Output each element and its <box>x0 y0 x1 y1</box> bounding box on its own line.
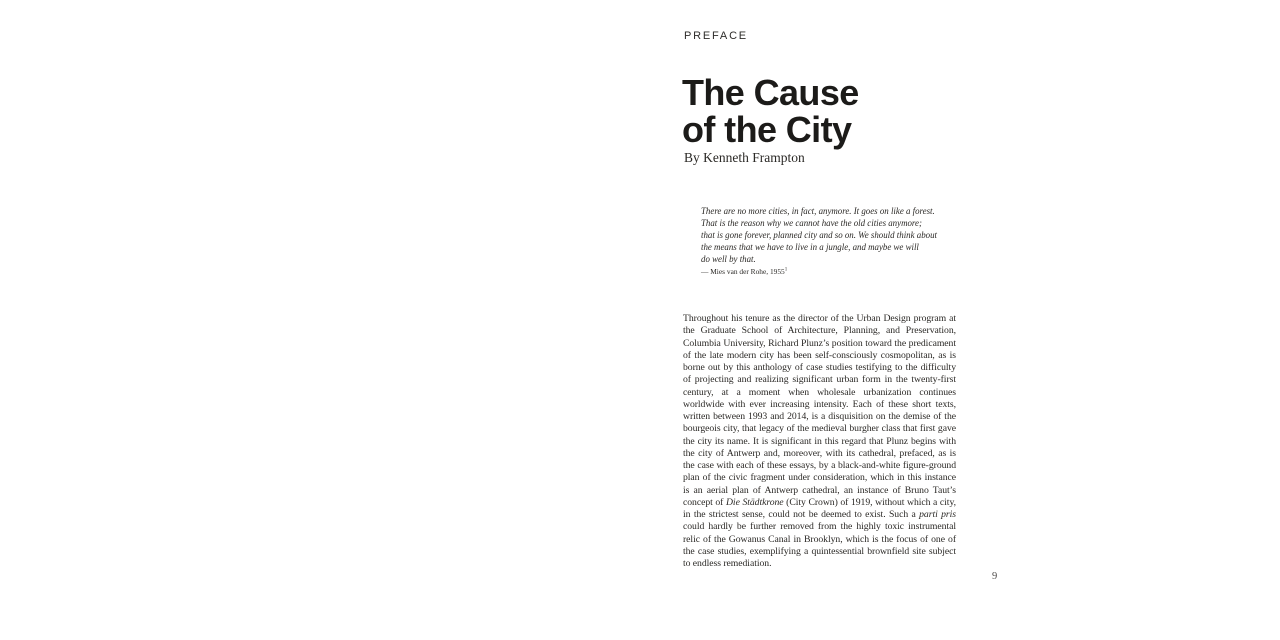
footnote-marker: 1 <box>784 268 788 273</box>
epigraph-line: the means that we have to live in a jungle, and maybe we will <box>701 242 919 253</box>
page-number: 9 <box>992 571 998 582</box>
epigraph-line: do well by that. <box>701 254 756 265</box>
page-title-line-2: of the City <box>682 109 852 150</box>
body-segment-3: could hardly be further removed from the highly toxic instrumental relic of the Gowanus Canal in Brooklyn, which is the focus of one of the case studies, exemplifying a quintessential brownfield site subject to endless remediation. <box>683 521 956 569</box>
body-paragraph <box>683 313 956 570</box>
preface-label: PREFACE <box>684 30 748 42</box>
epigraph-attribution <box>701 267 981 276</box>
epigraph-line: That is the reason why we cannot have the old cities anymore; <box>701 218 922 229</box>
byline: By Kenneth Frampton <box>684 150 805 165</box>
epigraph-line: There are no more cities, in fact, anymore. It goes on like a forest. <box>701 206 935 216</box>
page-title-line-1: The Cause <box>682 72 859 113</box>
italic-term-parti-pris: parti pris <box>919 509 956 520</box>
epigraph-line: that is gone forever, planned city and so on. We should think about <box>701 230 937 241</box>
body-segment-1: Throughout his tenure as the director of the Urban Design program at the Graduate School of Architecture, Planning, and Preservation, Columbia University, Richard Plunz’s position toward the predicament of the late modern city has been self-consciously cosmopolitan, as is borne out by this anthology of case studies testifying to the difficulty of projecting and realizing significant urban form in the twenty-first century, at a moment when wholesale urbanization continues worldwide with ever increasing intensity. Each of these short texts, written between 1993 and 2014, is a disquisition on the demise of the bourgeois city, that legacy of the medieval burgher class that first gave the city its name. It is significant in this regard that Plunz begins with the city of Antwerp and, moreover, with its cathedral, prefaced, as is the case with each of these essays, by a black-and-white figure-ground plan of the civic fragment under consideration, which in this instance is an aerial plan of Antwerp cathedral, an instance of Bruno Taut’s concept of <box>683 313 956 508</box>
epigraph-quote <box>701 205 981 276</box>
page-title <box>682 74 859 148</box>
italic-term-die-stadtkrone: Die Städtkrone <box>725 496 784 508</box>
epigraph-attribution-text: — Mies van der Rohe, 1955 <box>701 267 785 277</box>
body-segment-2: (City Crown) of 1919, without which a city, in the strictest sense, could not be deemed to exist. Such a <box>683 496 956 520</box>
